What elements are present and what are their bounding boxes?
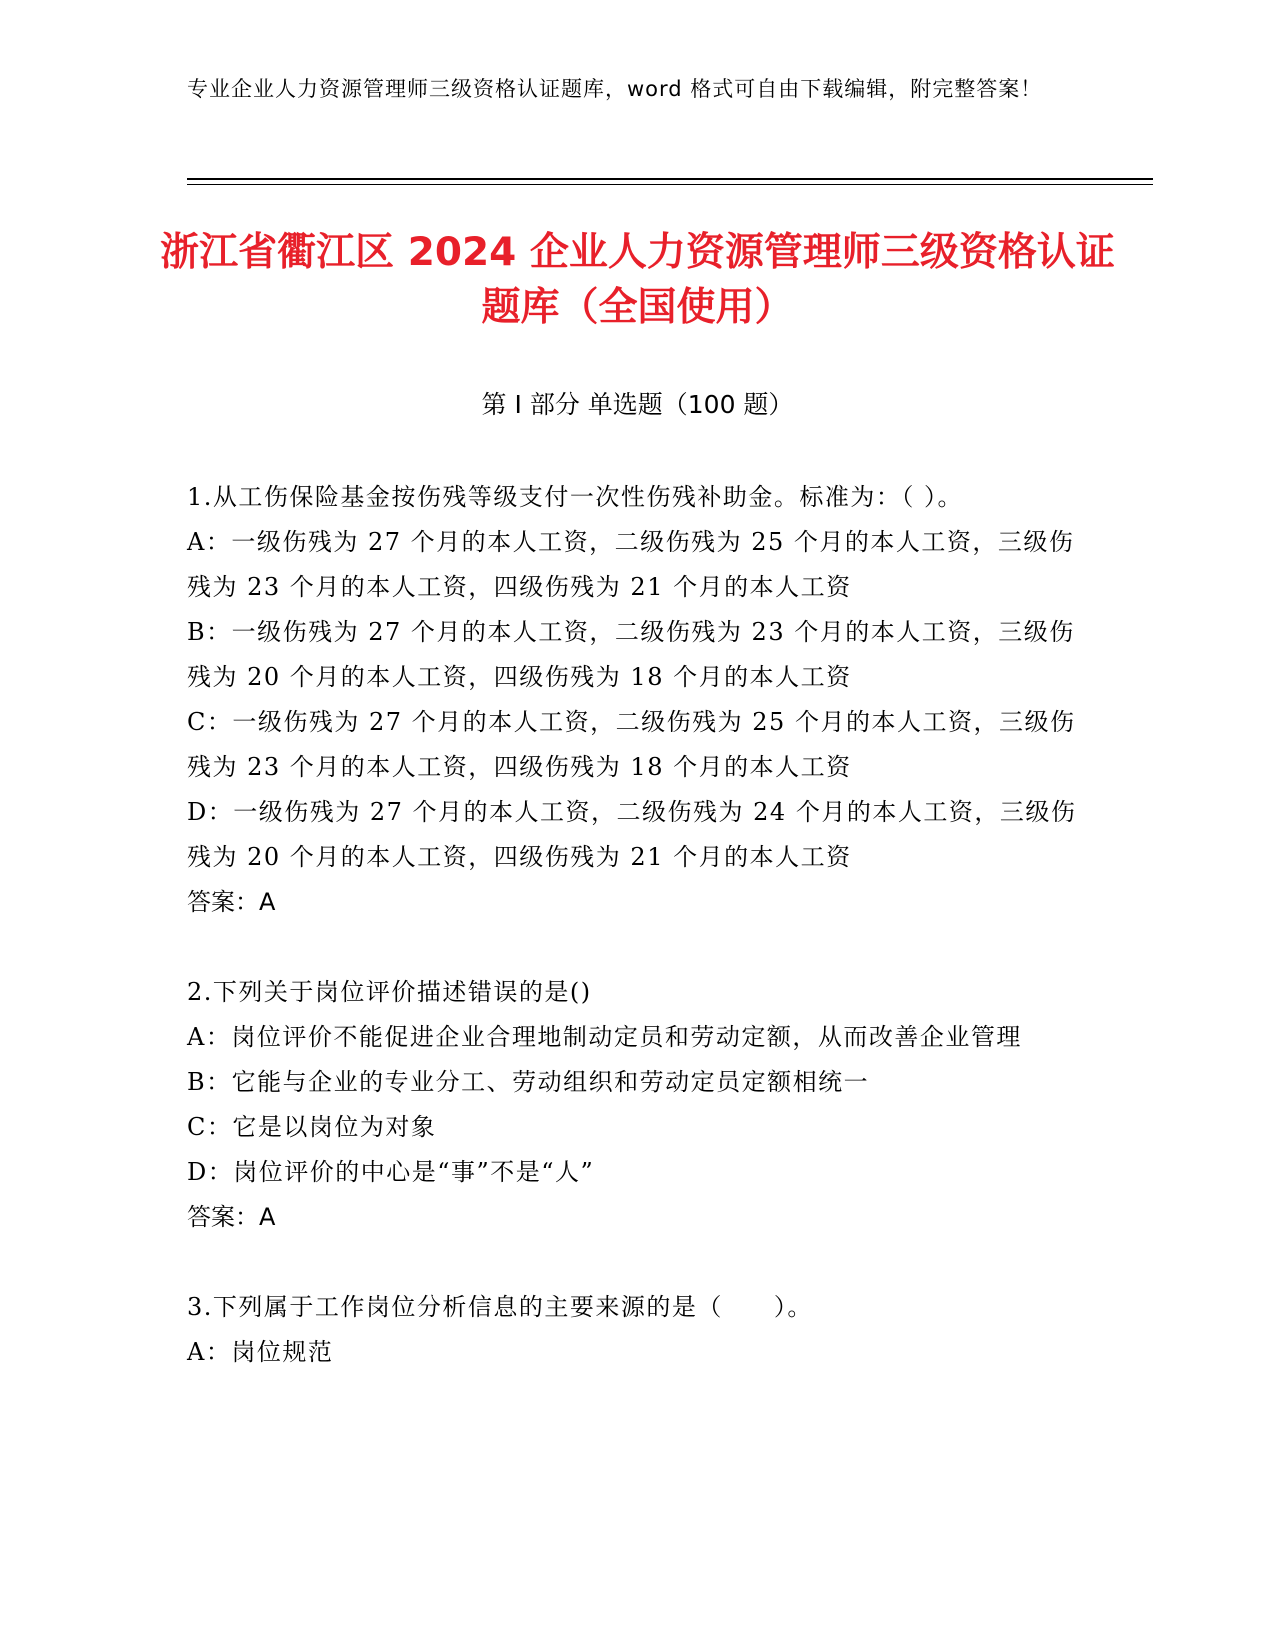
option-a: A：岗位评价不能促进企业合理地制动定员和劳动定额，从而改善企业管理 [187, 1023, 1022, 1051]
question-stem: 1.从工伤保险基金按伤残等级支付一次性伤残补助金。标准为：（ ）。 [187, 483, 964, 511]
option-c: C：一级伤残为 27 个月的本人工资，二级伤残为 25 个月的本人工资，三级伤残为 23 个月的本人工资，四级伤残为 18 个月的本人工资 [187, 708, 1076, 781]
question-2 [187, 970, 1077, 1240]
option-d: D：岗位评价的中心是“事”不是“人” [187, 1158, 595, 1186]
answer: 答案：A [187, 1203, 276, 1231]
question-stem: 3.下列属于工作岗位分析信息的主要来源的是（ ）。 [187, 1293, 813, 1321]
question-stem: 2.下列关于岗位评价描述错误的是() [187, 978, 592, 1006]
option-a: A：一级伤残为 27 个月的本人工资，二级伤残为 25 个月的本人工资，三级伤残为 23 个月的本人工资，四级伤残为 21 个月的本人工资 [187, 528, 1075, 601]
document-title: 浙江省衢江区 2024 企业人力资源管理师三级资格认证题库（全国使用） [160, 230, 1115, 330]
header-rule-thick [187, 178, 1153, 180]
question-3 [187, 1285, 1077, 1375]
option-b: B：它能与企业的专业分工、劳动组织和劳动定员定额相统一 [187, 1068, 870, 1096]
question-list [187, 475, 1077, 1420]
question-1 [187, 475, 1077, 925]
option-c: C：它是以岗位为对象 [187, 1113, 437, 1141]
header-rule-thin [187, 184, 1153, 185]
answer: 答案：A [187, 888, 276, 916]
option-a: A：岗位规范 [187, 1338, 334, 1366]
header-note: 专业企业人力资源管理师三级资格认证题库，word 格式可自由下载编辑，附完整答案！ [187, 77, 1043, 101]
option-b: B：一级伤残为 27 个月的本人工资，二级伤残为 23 个月的本人工资，三级伤残为 20 个月的本人工资，四级伤残为 18 个月的本人工资 [187, 618, 1075, 691]
option-d: D：一级伤残为 27 个月的本人工资，二级伤残为 24 个月的本人工资，三级伤残为 20 个月的本人工资，四级伤残为 21 个月的本人工资 [187, 798, 1077, 871]
section-heading: 第 I 部分 单选题（100 题） [481, 390, 794, 419]
